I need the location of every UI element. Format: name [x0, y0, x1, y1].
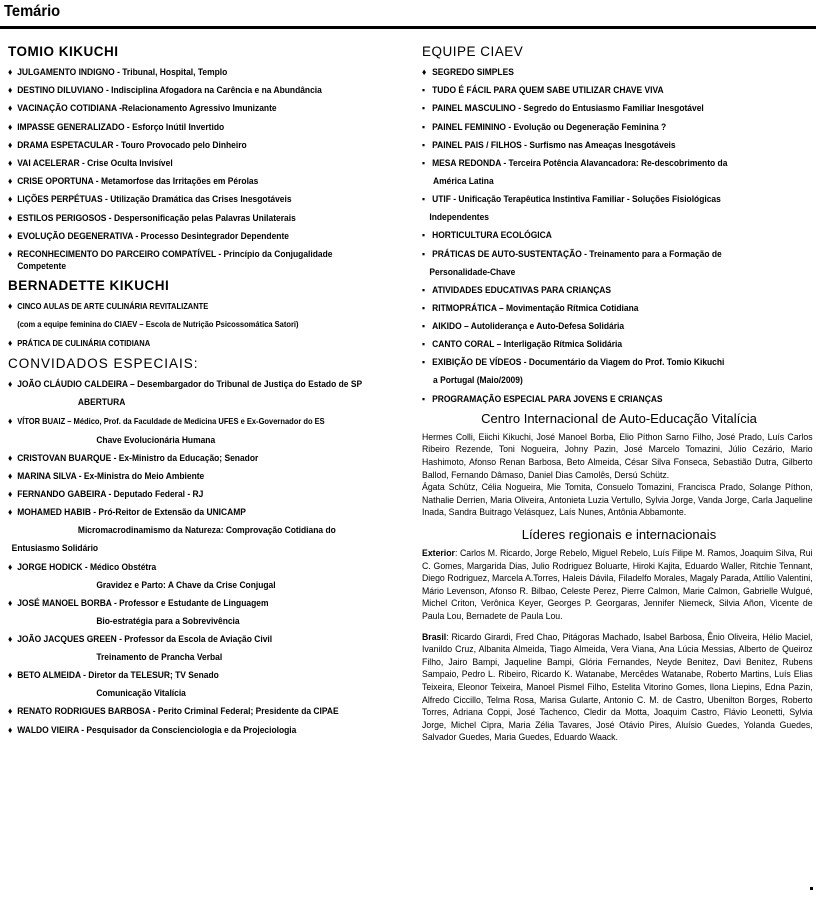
bullet-icon: ▪ [422, 248, 426, 259]
bullet-icon: ♦ [8, 489, 13, 500]
list-item: ♦ FERNANDO GABEIRA - Deputado Federal - RJ [8, 489, 204, 500]
corner-dot [810, 887, 813, 890]
bullet-icon: ♦ [8, 103, 13, 114]
lideres-brasil: Brasil: Ricardo Girardi, Fred Chao, Pitágoras Machado, Isabel Barbosa, Ênio Oliveira, Hélio Maciel, Ivanildo Cruz, Albanita Almeida, Tiago Almeida, Vera Viana, Ana Lúcia Messias, Alberto de Queiroz Filho, Jairo Bampi, Jaqueline Bampi, Glória Fernandes, Neyde Benitez, Davi Benitez, Rubens Sampaio, Pedro L. Ribeiro, Ricardo K. Watanabe, Mercêdes Watanabe, Roberto Martins, Luís Elias Teixeira, Eleonor Teixeira, Manoel Pismel Filho, Estelita Vitorino Gomes, Ilona Liepins, Edna Pazin, Alfredo Ciccillo, Telma Rosa, Marisa Gularte, Antonio C. M. de Castro, Ubenilton Borges, Roberto Torres, Adriana Coppi, José Tachenco, Cledir da Motta, Joaquim Castro, Flávio Leonetti, Sylvia Jorge, Michel Cipra, Maria Zélia Tavares, José Otávio Pires, Aluísio Guedes, Yolanda Guedes, Salvador Guedes, Maria Guedes, Eduardo Waack. [422, 630, 813, 743]
bullet-icon: ♦ [8, 230, 13, 241]
centro-paragraph-1: Hermes Colli, Eiichi Kikuchi, José Manoel Borba, Elio Píthon Sarno Filho, José Prado, Luís Carlos Ribeiro Rezende, Toni Nogueira, Johny Pazin, José Marcelo Tomazini, Júlio Cezário, Mario Hashimoto, Afonso Renan Barbosa, Beto Almeida, César Silva Fonseca, Sebastião Dutra, Gilberto Ballod, Fernando Dâmaso, Daniel Dias Camolês, Dersú Schütz. [422, 430, 813, 480]
list-item: ▪ UTIF - Unificação Terapêutica Instintiva Familiar - Soluções Fisiológicas Independentes [422, 194, 721, 223]
bullet-icon: ♦ [8, 157, 13, 168]
list-item: ▪ TUDO É FÁCIL PARA QUEM SABE UTILIZAR CHAVE VIVA [422, 85, 664, 96]
list-item: ♦ JOSÉ MANOEL BORBA - Professor e Estudante de Linguagem Bio-estratégia para a Sobrevivência [8, 597, 269, 626]
list-item: ♦ RENATO RODRIGUES BARBOSA - Perito Criminal Federal; Presidente da CIPAE [8, 706, 339, 717]
section-title-bernadette: BERNADETTE KIKUCHI [8, 278, 170, 294]
list-item: ♦ CINCO AULAS DE ARTE CULINÁRIA REVITALIZANTE (com a equipe feminina do CIAEV – Escola de Nutrição Psicossomática Satori) [8, 301, 299, 330]
bullet-icon: ♦ [8, 194, 13, 205]
bullet-icon: ♦ [8, 471, 13, 481]
list-item: ♦ ESTILOS PERIGOSOS - Despersonificação pelas Palavras Unilaterais [8, 212, 296, 223]
bullet-icon: ♦ [8, 706, 13, 717]
bullet-icon: ♦ [8, 597, 13, 608]
bullet-icon: ♦ [8, 724, 13, 735]
list-item: ♦ CRISE OPORTUNA - Metamorfose das Irritações em Pérolas [8, 176, 259, 187]
list-item: ▪ MESA REDONDA - Terceira Potência Alavancadora: Re-descobrimento da América Latina [422, 157, 728, 186]
bullet-icon: ♦ [8, 176, 13, 187]
bullet-icon: ▪ [422, 230, 426, 241]
header-bar [0, 0, 816, 29]
list-item: ▪ PROGRAMAÇÃO ESPECIAL PARA JOVENS E CRIANÇAS [422, 393, 663, 404]
page-title: Temário [4, 3, 61, 20]
list-item: ♦ EVOLUÇÃO DEGENERATIVA - Processo Desintegrador Dependente [8, 230, 289, 241]
list-item: ♦ JOÃO JACQUES GREEN - Professor da Escola de Aviação Civil Treinamento de Prancha Verbal [8, 633, 273, 662]
bullet-icon: ▪ [422, 357, 426, 368]
bullet-icon: ▪ [422, 85, 426, 96]
section-title-convidados: CONVIDADOS ESPECIAIS: [8, 356, 199, 372]
list-item: ▪ HORTICULTURA ECOLÓGICA [422, 230, 552, 241]
bullet-icon: ♦ [8, 301, 13, 312]
bullet-icon: ▪ [422, 284, 426, 295]
exterior-label: Exterior [422, 546, 455, 558]
section-title-tomio: TOMIO KIKUCHI [8, 44, 119, 59]
list-item: ♦ MOHAMED HABIB - Pró-Reitor de Extensão da UNICAMP Micromacrodinamismo da Natureza: Comprovação Cotidiana do Entusiasmo Solidário [8, 507, 336, 554]
list-item: ♦ WALDO VIEIRA - Pesquisador da Conscienciologia e da Projeciologia [8, 724, 297, 735]
centro-title: Centro Internacional de Auto-Educação Vitalícia [481, 410, 757, 426]
bullet-icon: ▪ [422, 393, 426, 404]
bullet-icon: ♦ [8, 670, 13, 681]
list-item: ♦ LIÇÕES PERPÉTUAS - Utilização Dramática das Crises Inesgotáveis [8, 194, 292, 205]
list-item: ♦ SEGREDO SIMPLES [422, 67, 514, 77]
bullet-icon: ♦ [8, 379, 13, 390]
bullet-icon: ♦ [8, 633, 13, 644]
list-item: ♦ VAI ACELERAR - Crise Oculta Invisível [8, 157, 173, 168]
list-item: ▪ CANTO CORAL – Interligação Rítmica Solidária [422, 339, 623, 350]
brasil-label: Brasil [422, 630, 447, 642]
section-title-equipe: EQUIPE CIAEV [422, 44, 524, 59]
bullet-icon: ♦ [8, 338, 13, 349]
bullet-icon: ♦ [8, 212, 13, 223]
lideres-exterior: Exterior: Carlos M. Ricardo, Jorge Rebelo, Miguel Rebelo, Luís Filipe M. Ramos, Joaquim Silva, Rui C. Gomes, Margarida Dias, Julio Rodriguez Boluarte, Hiroki Kajita, Eduardo Waller, Ritchie Tennant, Diego Rodriguez, Marcela A.Torres, Haleis Dávila, Filadelfo Morales, Magaly Parada, Attílio Valentini, Mário Levenson, Afonso R. Bilbao, Celeste Perez, Pierre Calmon, Marie Calmon, Gabrielle Wulgué, Michel Criton, Verônica Keyer, Georges P. Georgaras, Jennifer Niemeck, Silvia Añon, Vicente de Paula Lou, Bernadete de Paula Lou. [422, 546, 813, 621]
list-item: ♦ DRAMA ESPETACULAR - Touro Provocado pelo Dinheiro [8, 139, 247, 150]
list-item: ▪ PAINEL FEMININO - Evolução ou Degeneração Feminina ? [422, 121, 667, 132]
centro-paragraph-2: Ágata Schütz, Célia Nogueira, Mie Tomita, Consuelo Tomazini, Francisca Prado, Solange Píthon, Nathalie Derrien, Maria Oliveira, Antonieta Luzia Vertullo, Sylvia Jorge, Vanda Jorge, Carla Jaqueline Inada, Sandra Buitrago Velásquez, Laís Nunes, Antônia Abbamonte. [422, 481, 813, 518]
list-item: ♦ PRÁTICA DE CULINÁRIA COTIDIANA [8, 338, 151, 349]
left-column [8, 44, 406, 742]
bullet-icon: ♦ [8, 452, 13, 463]
list-item: ♦ JOÃO CLÁUDIO CALDEIRA – Desembargador do Tribunal de Justiça do Estado de SP ABERTURA [8, 379, 363, 408]
bullet-icon: ▪ [422, 121, 426, 132]
list-item: ▪ PRÁTICAS DE AUTO-SUSTENTAÇÃO - Treinamento para a Formação de Personalidade-Chave [422, 248, 722, 277]
list-item: ▪ AIKIDO – Autoliderança e Auto-Defesa Solidária [422, 321, 625, 332]
bullet-icon: ▪ [422, 139, 426, 150]
bullet-icon: ▪ [422, 194, 426, 205]
list-item: ▪ PAINEL MASCULINO - Segredo do Entusiasmo Familiar Inesgotável [422, 103, 704, 114]
list-item: ♦ MARINA SILVA - Ex-Ministra do Meio Ambiente [8, 471, 205, 481]
lideres-title: Líderes regionais e internacionais [521, 526, 717, 542]
bullet-icon: ♦ [8, 85, 13, 96]
bullet-icon: ♦ [8, 139, 13, 150]
list-item: ♦ JULGAMENTO INDIGNO - Tribunal, Hospital, Templo [8, 67, 228, 77]
bullet-icon: ♦ [8, 121, 13, 132]
bullet-icon: ▪ [422, 302, 426, 313]
bullet-icon: ♦ [8, 248, 13, 259]
bullet-icon: ♦ [8, 67, 13, 77]
bullet-icon: ▪ [422, 321, 426, 332]
list-item: ▪ RITMOPRÁTICA – Movimentação Rítmica Cotidiana [422, 302, 639, 313]
list-item: ♦ CRISTOVAN BUARQUE - Ex-Ministro da Educação; Senador [8, 452, 259, 463]
bullet-icon: ♦ [8, 507, 13, 518]
list-item: ♦ IMPASSE GENERALIZADO - Esforço Inútil Invertido [8, 121, 225, 132]
bullet-icon: ▪ [422, 157, 426, 168]
bullet-icon: ♦ [8, 561, 13, 572]
list-item: ♦ VÍTOR BUAIZ – Médico, Prof. da Faculdade de Medicina UFES e Ex-Governador do ES Chave Evolucionária Humana [8, 415, 325, 445]
list-item: ♦ JORGE HODICK - Médico Obstétra Gravidez e Parto: A Chave da Crise Conjugal [8, 561, 276, 590]
right-column [422, 44, 816, 744]
bullet-icon: ♦ [422, 67, 427, 77]
list-item: ♦ DESTINO DILUVIANO - Indisciplina Afogadora na Carência e na Abundância [8, 85, 322, 96]
list-item: ▪ PAINEL PAIS / FILHOS - Surfismo nas Ameaças Inesgotáveis [422, 139, 676, 150]
list-item: ♦ BETO ALMEIDA - Diretor da TELESUR; TV Senado Comunicação Vitalícia [8, 670, 219, 699]
bullet-icon: ▪ [422, 103, 426, 114]
list-item: ▪ ATIVIDADES EDUCATIVAS PARA CRIANÇAS [422, 284, 612, 295]
list-item: ♦ RECONHECIMENTO DO PARCEIRO COMPATÍVEL - Princípio da Conjugalidade Competente [8, 248, 333, 271]
bullet-icon: ▪ [422, 339, 426, 350]
list-item: ♦ VACINAÇÃO COTIDIANA -Relacionamento Agressivo Imunizante [8, 103, 277, 114]
list-item: ▪ EXIBIÇÃO DE VÍDEOS - Documentário da Viagem do Prof. Tomio Kikuchi a Portugal (Maio/2009) [422, 357, 725, 386]
tomio-list [8, 66, 406, 242]
bullet-icon: ♦ [8, 415, 13, 426]
